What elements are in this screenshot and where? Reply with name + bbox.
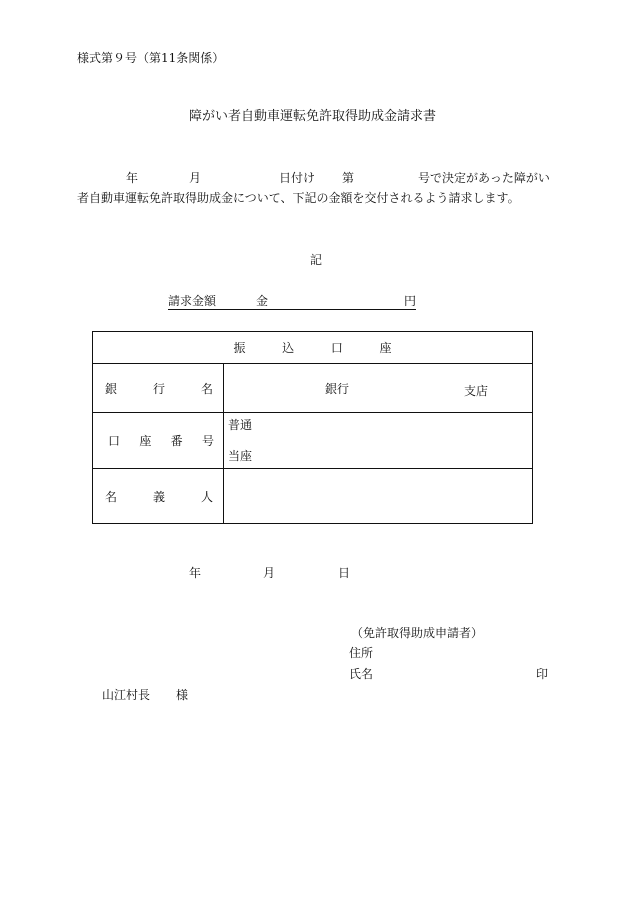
label-char: 名 <box>200 381 213 396</box>
label-char: 義 <box>152 489 165 504</box>
holder-field[interactable] <box>224 469 533 524</box>
name-label: 氏名 <box>349 667 374 681</box>
label-char: 座 <box>139 434 152 448</box>
date-day: 日 <box>338 566 351 580</box>
addressee-name: 山江村長 <box>102 688 151 702</box>
label-char: 名 <box>105 489 118 504</box>
amount-label: 請求金額 <box>168 294 217 308</box>
body-line1-rest: 号で決定があった障がい <box>418 171 550 185</box>
body-line2: 者自動車運転免許取得助成金について、下記の金額を交付されるよう請求します。 <box>77 191 520 205</box>
ki-heading: 記 <box>310 253 323 267</box>
bank-suffix: 銀行 <box>325 382 350 396</box>
address-label: 住所 <box>349 646 374 660</box>
label-char: 番 <box>170 434 183 448</box>
date-year: 年 <box>189 566 202 580</box>
bank-account-table <box>92 331 533 524</box>
label-char: 号 <box>201 434 214 448</box>
account-type-futsu: 普通 <box>228 418 253 432</box>
header-char: 口 <box>330 341 343 355</box>
holder-label <box>93 469 224 524</box>
account-type-toza: 当座 <box>228 449 253 463</box>
header-char: 込 <box>282 341 295 355</box>
label-char: 口 <box>108 434 121 448</box>
header-char: 振 <box>233 341 246 355</box>
header-char: 座 <box>379 341 392 355</box>
amount-line <box>168 295 416 310</box>
account-number-field[interactable] <box>224 413 533 469</box>
amount-yen: 円 <box>404 294 417 308</box>
account-number-label <box>93 413 224 469</box>
body-dai: 第 <box>342 171 355 185</box>
bank-table-header <box>93 332 533 364</box>
seal-mark: 印 <box>536 667 549 681</box>
branch-suffix: 支店 <box>464 384 489 398</box>
body-day-dated: 日付け <box>279 171 316 185</box>
amount-kin: 金 <box>256 294 269 308</box>
body-month: 月 <box>189 171 202 185</box>
label-char: 人 <box>200 489 213 504</box>
applicant-heading: （免許取得助成申請者） <box>351 626 484 640</box>
label-char: 銀 <box>105 381 118 396</box>
bank-name-label <box>93 364 224 413</box>
document-title: 障がい者自動車運転免許取得助成金請求書 <box>189 109 437 124</box>
body-year: 年 <box>126 171 139 185</box>
date-month: 月 <box>263 566 276 580</box>
addressee-sama: 様 <box>176 688 189 702</box>
form-number: 様式第９号（第11条関係） <box>77 51 225 65</box>
bank-name-field[interactable] <box>224 364 533 413</box>
label-char: 行 <box>152 381 165 396</box>
